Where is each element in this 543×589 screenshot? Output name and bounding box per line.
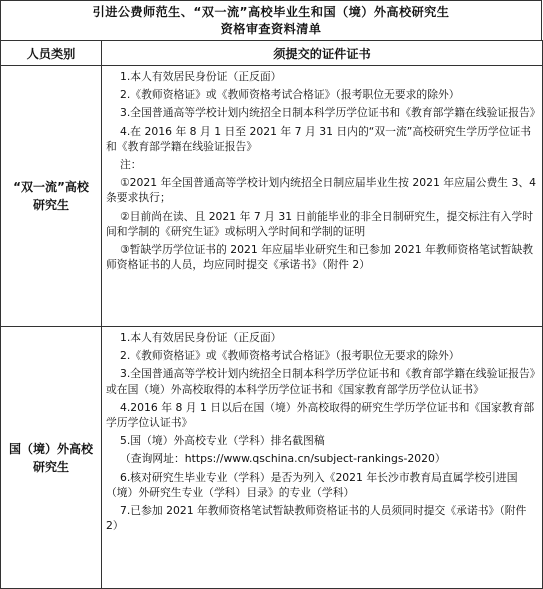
title-line-2: 资格审查资料清单 (220, 21, 322, 36)
category-label-line-2: 研究生 (32, 459, 69, 474)
list-item: 7.已参加 2021 年教师资格笔试暂缺教师资格证书的人员须同时提交《承诺书》（附件 2） (106, 504, 527, 533)
requirements-table (0, 40, 543, 589)
documents-cell (102, 327, 543, 589)
list-item: 2.《教师资格证》或《教师资格考试合格证》（报考职位无要求的除外） (120, 349, 460, 363)
list-item: 2.《教师资格证》或《教师资格考试合格证》（报考职位无要求的除外） (120, 88, 460, 102)
table-row (1, 327, 543, 589)
category-label-line-2: 研究生 (32, 198, 69, 212)
list-item: 1.本人有效居民身份证（正反面） (120, 331, 282, 344)
category-cell (1, 66, 102, 327)
note-item: ①2021 年全国普通高等学校计划内统招全日制应届毕业生按 2021 年应届公费生 3、4 条要求执行； (106, 176, 537, 205)
list-item: 1.本人有效居民身份证（正反面） (120, 70, 282, 83)
document-title (0, 0, 542, 41)
category-cell (1, 327, 102, 589)
list-item: 6.核对研究生毕业专业（学科）是否为列入《2021 年长沙市教育局直属学校引进国（境）外研究生专业（学科）目录》的专业（学科） (106, 470, 518, 499)
documents-cell (102, 66, 543, 327)
note-item: ②目前尚在读、且 2021 年 7 月 31 日前能毕业的非全日制研究生，提交标注有入学时间和学制的《研究生证》或标明入学时间和学制的证明 (106, 209, 534, 238)
category-label-line-1: 国（境）外高校 (8, 441, 93, 456)
list-item: 5.国（境）外高校专业（学科）排名截图稿 (120, 434, 325, 448)
table-header-row (1, 41, 543, 66)
header-documents: 须提交的证件证书 (102, 41, 543, 66)
note-label: 注： (120, 158, 142, 172)
category-label-line-1: “双一流”高校 (13, 180, 89, 194)
list-item: 4.2016 年 8 月 1 日以后在国（境）外高校取得的研究生学历学位证书和《国家教育部学历学位认证书》 (106, 400, 535, 430)
note-item: ③暂缺学历学位证书的 2021 年应届毕业研究生和已参加 2021 年教师资格笔试暂缺教师资格证书的人员，均应同时提交《承诺书》（附件 2） (106, 243, 534, 272)
title-line-1: 引进公费师范生、“双一流”高校毕业生和国（境）外高校研究生 (92, 4, 450, 19)
query-url-text: （查询网址：https://www.qschina.cn/subject-rankings-2020） (120, 452, 446, 466)
header-category: 人员类别 (1, 41, 102, 66)
list-item: 4.在 2016 年 8 月 1 日至 2021 年 7 月 31 日内的“双一流”高校研究生学历学位证书和《教育部学籍在线验证报告》 (106, 124, 532, 153)
list-item: 3.全国普通高等学校计划内统招全日制本科学历学位证书和《教育部学籍在线验证报告》 (120, 106, 541, 120)
list-item: 3.全国普通高等学校计划内统招全日制本科学历学位证书和《教育部学籍在线验证报告》或在国（境）外高校取得的本科学历学位证书和《国家教育部学历学位认证书》 (106, 367, 536, 396)
table-row (1, 66, 543, 327)
